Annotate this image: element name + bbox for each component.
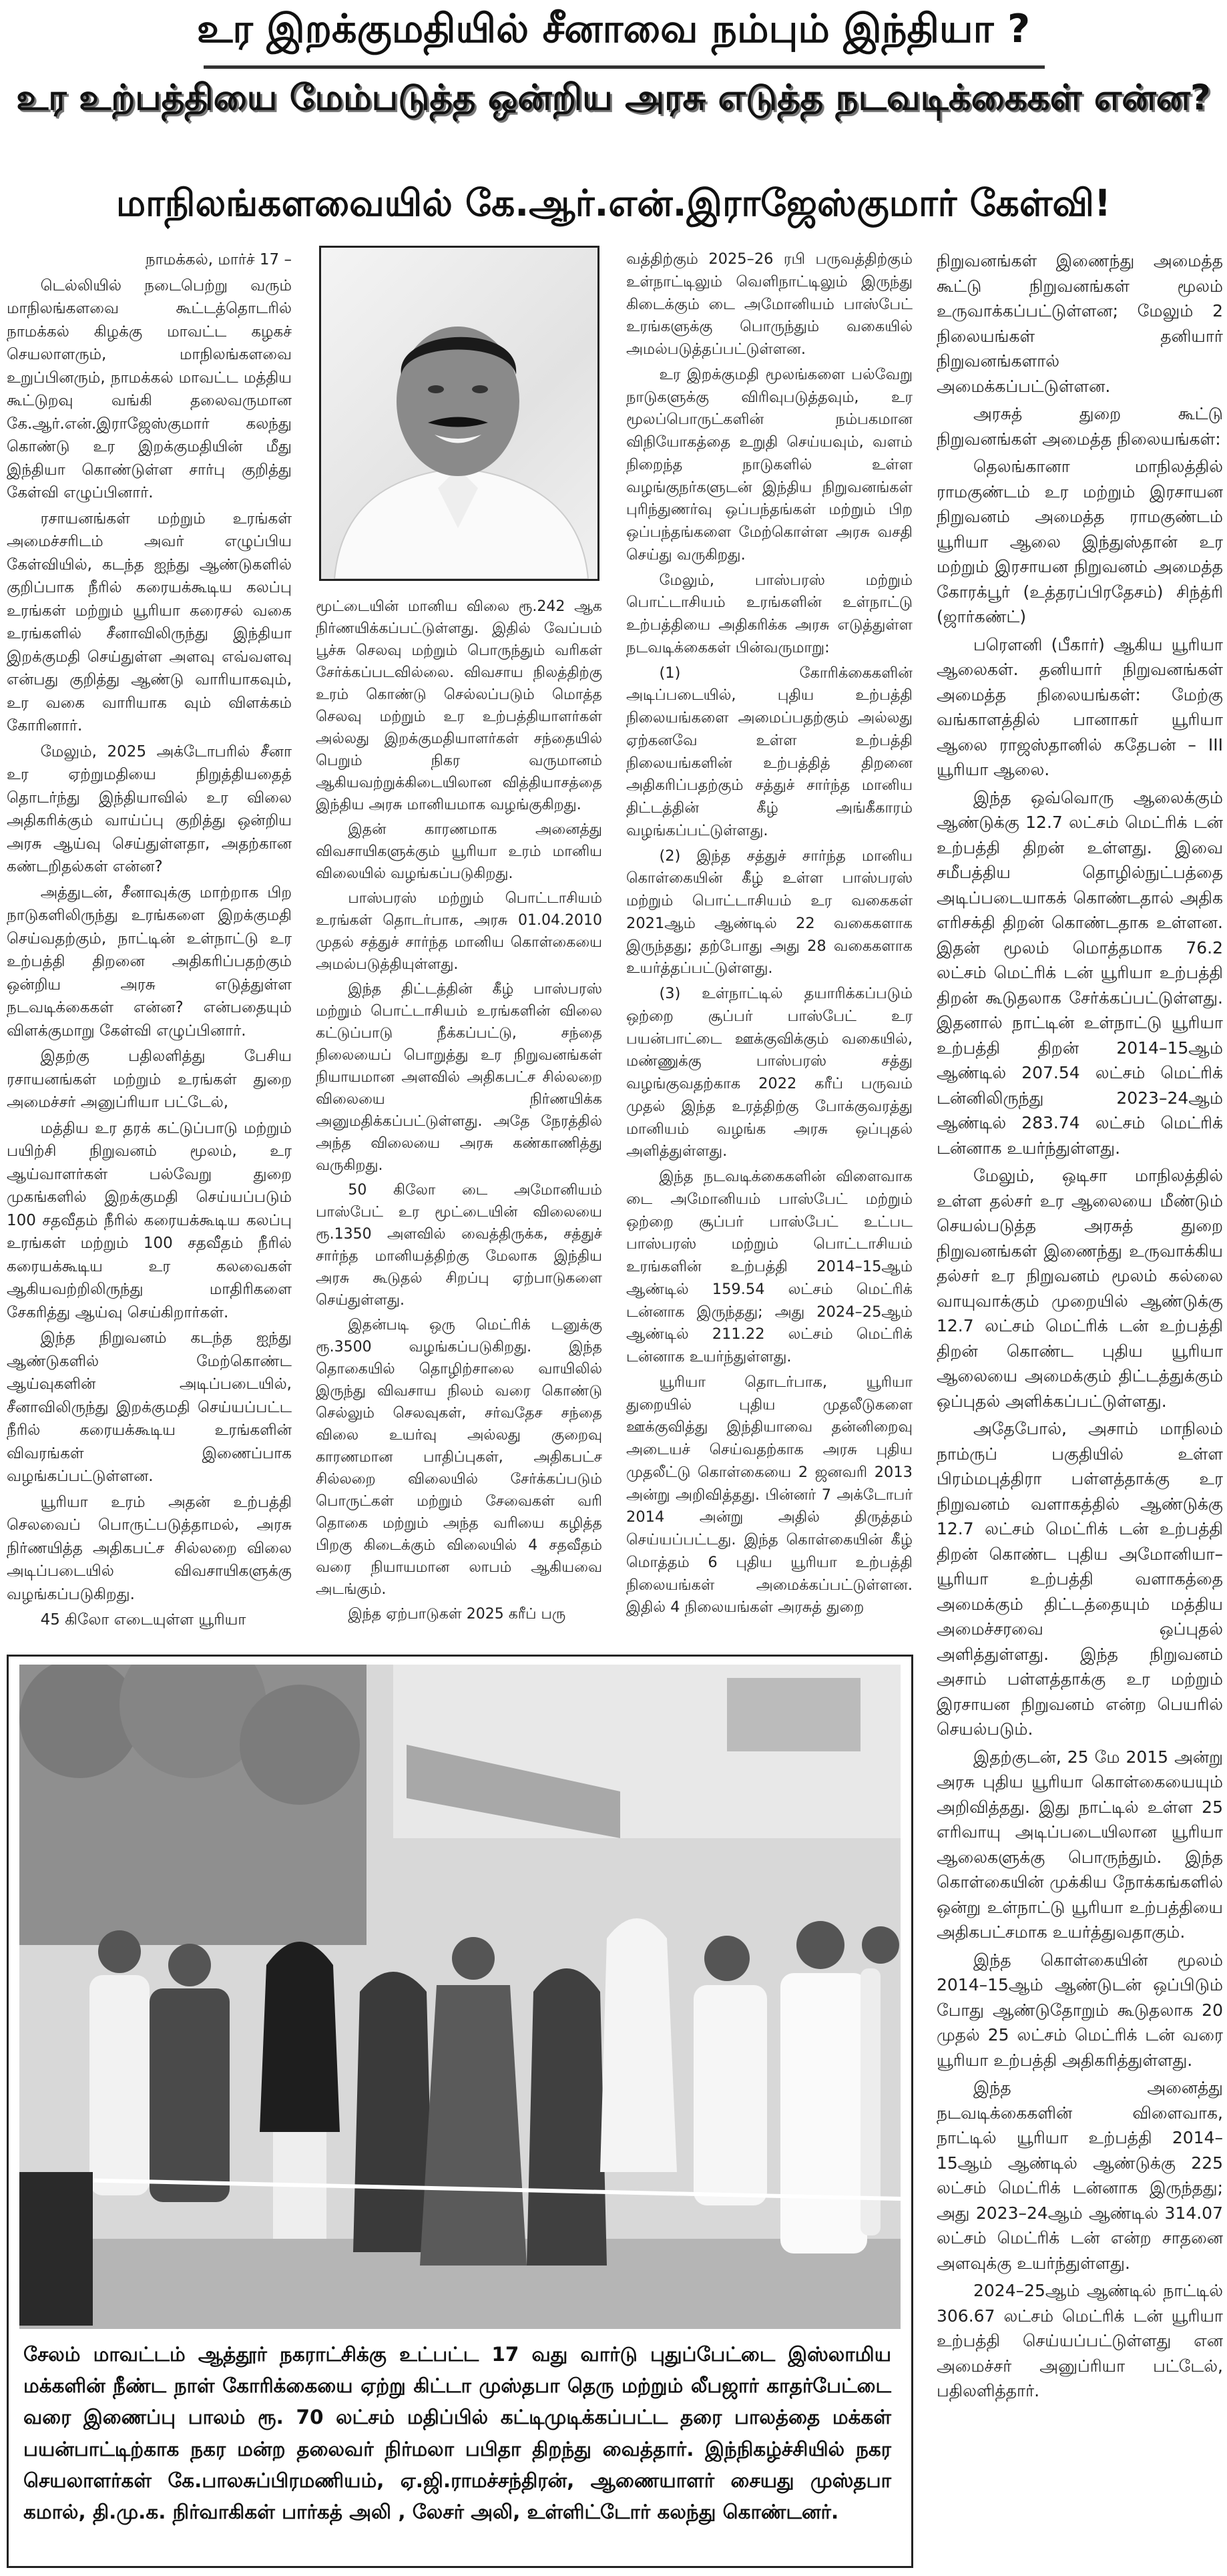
subheadline (0, 182, 1227, 230)
article-paragraph: நிறுவனங்கள் இணைந்து அமைத்த கூட்டு நிறுவனங்கள் மூலம் உருவாக்கப்பட்டுள்ளன; மேலும் 2 நிலையங்கள் தனியார் நிறுவனங்களால் அமைக்கப்பட்டுள்ளன. (937, 251, 1223, 396)
article-paragraph: யூரியா தொடர்பாக, யூரியா துறையில் புதிய முதலீடுகளை ஊக்குவித்து இந்தியாவை தன்னிறைவு அடையச் செய்வதற்காக அரசு புதிய முதலீட்டு கொள்கையை 2 ஜனவரி 2013 அன்று அறிவித்தது. பின்னர் 7 அக்டோபர் 2014 அன்று அதில் திருத்தம் செய்யப்பட்டது. இந்த கொள்கையின் கீழ் மொத்தம் 6 புதிய யூரியா உற்பத்தி நிலையங்கள் அமைக்கப்பட்டுள்ளன. இதில் 4 நிலையங்கள் அரசுத் துறை (626, 1373, 913, 1617)
article-paragraph: மேலும், பாஸ்பரஸ் மற்றும் பொட்டாசியம் உரங்களின் உள்நாட்டு உற்பத்தியை அதிகரிக்க அரசு எடுத்துள்ள நடவடிக்கைகள் பின்வருமாறு: (626, 571, 913, 656)
article-paragraph: (3) உள்நாட்டில் தயாரிக்கப்படும் ஒற்றை சூப்பர் பாஸ்பேட் உர பயன்பாட்டை ஊக்குவிக்கும் வகையில், மண்ணுக்கு பாஸ்பரஸ் சத்து வழங்குவதற்காக 2022 கரீப் பருவம் முதல் இந்த உரத்திற்கு போக்குவரத்து மானியம் வழங்க அரசு ஒப்புதல் அளித்துள்ளது. (626, 985, 913, 1160)
article-paragraph: டெல்லியில் நடைபெற்று வரும் மாநிலங்களவை கூட்டத்தொடரில் நாமக்கல் கிழக்கு மாவட்ட கழகச் செயலாளரும், மாநிலங்களவை உறுப்பினரும், நாமக்கல் மாவட்ட மத்திய கூட்டுறவு வங்கி தலைவருமான கே.ஆர்.என்.இராஜேஸ்குமார் கலந்து கொண்டு உர இறக்குமதியின் மீது இந்தியா கொண்டுள்ள சார்பு குறித்து கேள்வி எழுப்பினார். (7, 276, 292, 501)
article-column-3 (626, 248, 913, 1622)
photo-box (7, 1655, 913, 2568)
article-paragraph: அரசுத் துறை கூட்டு நிறுவனங்கள் அமைத்த நிலையங்கள்: (937, 404, 1223, 449)
article-paragraph: மேலும், 2025 அக்டோபரில் சீனா உர ஏற்றுமதியை நிறுத்தியதைத் தொடர்ந்து இந்தியாவில் உர விலை அதிகரிக்கும் வாய்ப்பு குறித்து ஒன்றிய அரசு ஆய்வு செய்துள்ளதா, அதற்கான கண்டறிதல்கள் என்ன? (7, 742, 292, 875)
group-people-icon (19, 1665, 901, 2329)
article-paragraph: 50 கிலோ டை அமோனியம் பாஸ்பேட் உர மூட்டையின் விலையை ரூ.1350 அளவில் வைத்திருக்க, சத்துச் சார்ந்த மானியத்திற்கு மேலாக இந்திய அரசு கூடுதல் சிறப்பு ஏற்பாடுகளை செய்துள்ளது. (316, 1182, 602, 1309)
article-paragraph: 2024–25ஆம் ஆண்டில் நாட்டில் 306.67 லட்சம் மெட்ரிக் டன் யூரியா உற்பத்தி செய்யப்பட்டுள்ளது என அமைச்சர் அனுப்ரியா பட்டேல், பதிலளித்தார். (937, 2281, 1223, 2400)
article-paragraph: மேலும், ஒடிசா மாநிலத்தில் உள்ள தல்சர் உர ஆலையை மீண்டும் செயல்படுத்த அரசுத் துறை நிறுவனங்கள் இணைந்து உருவாக்கிய தல்சர் உர நிறுவனம் மூலம் கல்லை வாயுவாக்கும் முறையில் ஆண்டுக்கு 12.7 லட்சம் மெட்ரிக் டன் உற்பத்தி திறன் கொண்ட புதிய யூரியா ஆலையை அமைக்கும் திட்டத்துக்கும் ஒப்புதல் அளிக்கப்பட்டுள்ளது. (937, 1166, 1223, 1411)
article-column-2 (316, 596, 602, 1628)
article-paragraph: இதன் காரணமாக அனைத்து விவசாயிகளுக்கும் யூரியா உரம் மானிய விலையில் வழங்கப்படுகிறது. (316, 821, 602, 882)
article-paragraph: (1) கோரிக்கைகளின் அடிப்படையில், புதிய உற்பத்தி நிலையங்களை அமைப்பதற்கும் அல்லது ஏற்கனவே உள்ள உற்பத்தி நிலையங்களின் உற்பத்தித் திறனை அதிகரிப்பதற்கும் சத்துச் சார்ந்த மானிய திட்டத்தின் கீழ் அங்கீகாரம் வழங்கப்பட்டுள்ளது. (626, 664, 913, 839)
article-column-1 (7, 248, 292, 1635)
article-paragraph: ரசாயனங்கள் மற்றும் உரங்கள் அமைச்சரிடம் அவர் எழுப்பிய கேள்வியில், கடந்த ஐந்து ஆண்டுகளில் குறிப்பாக நீரில் கரையக்கூடிய கலப்பு உரங்கள் மற்றும் யூரியா கரைசல் வகை உரங்களில் சீனாவிலிருந்து இந்தியா இறக்குமதி செய்துள்ள அளவு எவ்வளவு என்பது குறித்து ஆண்டு வாரியாகவும், உர வகை வாரியாக வும் விளக்கம் கோரினார். (7, 509, 292, 734)
main-headline (0, 77, 1227, 123)
article-paragraph: இந்த நடவடிக்கைகளின் விளைவாக டை அமோனியம் பாஸ்பேட் மற்றும் ஒற்றை சூப்பர் பாஸ்பேட் உட்பட பாஸ்பரஸ் மற்றும் பொட்டாசியம் உரங்களின் உற்பத்தி 2014–15ஆம் ஆண்டில் 159.54 லட்சம் மெட்ரிக் டன்னாக இருந்தது; அது 2024–25ஆம் ஆண்டில் 211.22 லட்சம் மெட்ரிக் டன்னாக உயர்ந்துள்ளது. (626, 1168, 913, 1365)
article-paragraph: அத்துடன், சீனாவுக்கு மாற்றாக பிற நாடுகளிலிருந்து உரங்களை இறக்குமதி செய்வதற்கும், நாட்டின் உள்நாட்டு உர உற்பத்தி திறனை அதிகரிப்பதற்கும் ஒன்றிய அரசு எடுத்துள்ள நடவடிக்கைகள் என்ன? என்பதையும் விளக்குமாறு கேள்வி எழுப்பினார். (7, 883, 292, 1040)
person-portrait-icon (321, 248, 597, 579)
kicker-underline (204, 65, 1045, 69)
article-paragraph: 45 கிலோ எடையுள்ள யூரியா (40, 1611, 246, 1629)
subhead-text: மாநிலங்களவையில் கே.ஆர்.என்.இராஜேஸ்குமார் கேள்வி! (115, 182, 1112, 224)
article-paragraph: உர இறக்குமதி மூலங்களை பல்வேறு நாடுகளுக்கு விரிவுபடுத்தவும், உர மூலப்பொருட்களின் நம்பகமான விநியோகத்தை உறுதி செய்யவும், வளம் நிறைந்த நாடுகளில் உள்ள வழங்குநர்களுடன் இந்திய நிறுவனங்கள் புரிந்துணர்வு ஒப்பந்தங்கள் மற்றும் பிற ஒப்பந்தங்களை மேற்கொள்ள அரசு வசதி செய்து வருகிறது. (626, 365, 913, 564)
portrait-photo (319, 246, 599, 581)
article-paragraph: இதற்கு பதிலளித்து பேசிய ரசாயனங்கள் மற்றும் உரங்கள் துறை அமைச்சர் அனுப்ரியா பட்டேல், (7, 1048, 292, 1111)
kicker-headline (0, 5, 1227, 57)
article-paragraph: இதற்குடன், 25 மே 2015 அன்று அரசு புதிய யூரியா கொள்கையையும் அறிவித்தது. இது நாட்டில் உள்ள 25 எரிவாயு அடிப்படையிலான யூரியா ஆலைகளுக்கு பொருந்தும். இந்த கொள்கையின் முக்கிய நோக்கங்களில் ஒன்று உள்நாட்டு யூரியா உற்பத்தியை அதிகபட்சமாக உயர்த்துவதாகும். (937, 1747, 1223, 1942)
article-column-4 (937, 248, 1223, 2406)
article-paragraph: பரௌனி (பீகார்) ஆகிய யூரியா ஆலைகள். தனியார் நிறுவனங்கள் அமைத்த நிலையங்கள்: மேற்கு வங்காளத்தில் பானாகர் யூரியா ஆலை ராஜஸ்தானில் கதேபன் – III யூரியா ஆலை. (937, 634, 1223, 779)
photo-caption: சேலம் மாவட்டம் ஆத்தூர் நகராட்சிக்கு உட்பட்ட 17 வது வார்டு புதுப்பேட்டை இஸ்லாமிய மக்களின் நீண்ட நாள் கோரிக்கையை ஏற்று கிட்டா முஸ்தபா தெரு மற்றும் லீபஜார் காதர்பேட்டை வரை இணைப்பு பாலம் ரூ. 70 லட்சம் மதிப்பில் கட்டிமுடிக்கப்பட்ட தரை பாலத்தை மக்கள் பயன்பாட்டிற்காக நகர மன்ற தலைவர் நிர்மலா பபிதா திறந்து வைத்தார். இந்நிகழ்ச்சியில் நகர செயலாளர்கள் கே.பாலசுப்பிரமணியம், ஏ.ஜி.ராமச்சந்திரன், ஆணையாளர் சையது முஸ்தபா கமால், தி.மு.க. நிர்வாகிகள் பார்கத் அலி , லேசர் அலி, உள்ளிட்டோர் கலந்து கொண்டனர். (23, 2343, 891, 2523)
article-paragraph: இதன்படி ஒரு மெட்ரிக் டனுக்கு ரூ.3500 வழங்கப்படுகிறது. இந்த தொகையில் தொழிற்சாலை வாயிலில் இருந்து விவசாய நிலம் வரை கொண்டு செல்லும் செலவுகள், சர்வதேச சந்தை விலை உயர்வு அல்லது குறைவு காரணமான பாதிப்புகள், அதிகபட்ச சில்லறை விலையில் சேர்க்கப்படும் பொருட்கள் மற்றும் சேவைகள் வரி தொகை மற்றும் அந்த வரியை கழித்த பிறகு கிடைக்கும் விலையில் 4 சதவீதம் வரை நியாயமான லாபம் ஆகியவை அடங்கும். (316, 1317, 602, 1598)
article-paragraph: (2) இந்த சத்துச் சார்ந்த மானிய கொள்கையின் கீழ் உள்ள பாஸ்பரஸ் மற்றும் பொட்டாசியம் உர வகைகள் 2021ஆம் ஆண்டில் 22 வகைகளாக இருந்தது; தற்போது அது 28 வகைகளாக உயர்த்தப்பட்டுள்ளது. (626, 847, 913, 978)
headline-text: உர உற்பத்தியை மேம்படுத்த ஒன்றிய அரசு எடுத்த நடவடிக்கைகள் என்ன? (16, 77, 1211, 118)
article-paragraph: இந்த அனைத்து நடவடிக்கைகளின் விளைவாக, நாட்டில் யூரியா உற்பத்தி 2014–15ஆம் ஆண்டில் ஆண்டுக்கு 225 லட்சம் மெட்ரிக் டன்னாக இருந்தது; அது 2023–24ஆம் ஆண்டில் 314.07 லட்சம் மெட்ரிக் டன் என்ற சாதனை அளவுக்கு உயர்ந்துள்ளது. (937, 2078, 1223, 2273)
dateline: நாமக்கல், மார்ச் 17 – (145, 251, 292, 268)
article-paragraph: யூரியா உரம் அதன் உற்பத்தி செலவைப் பொருட்படுத்தாமல், அரசு நிர்ணயித்த அதிகபட்ச சில்லறை விலை அடிப்படையில் விவசாயிகளுக்கு வழங்கப்படுகிறது. (7, 1493, 292, 1603)
article-paragraph: மத்திய உர தரக் கட்டுப்பாடு மற்றும் பயிற்சி நிறுவனம் மூலம், உர ஆய்வாளர்கள் பல்வேறு துறை முகங்களில் இறக்குமதி செய்யப்படும் 100 சதவீதம் நீரில் கரையக்கூடிய கலப்பு உரங்கள் மற்றும் 100 சதவீதம் நீரில் கரையக்கூடிய உர கலவைகள் ஆகியவற்றிலிருந்து மாதிரிகளை சேகரித்து ஆய்வு செய்கிறார்கள். (7, 1119, 292, 1321)
article-paragraph: பாஸ்பரஸ் மற்றும் பொட்டாசியம் உரங்கள் தொடர்பாக, அரசு 01.04.2010 முதல் சத்துச் சார்ந்த மானிய கொள்கையை அமல்படுத்தியுள்ளது. (316, 890, 602, 973)
kicker-text: உர இறக்குமதியில் சீனாவை நம்பும் இந்தியா ? (196, 5, 1031, 51)
article-paragraph: மூட்டையின் மானிய விலை ரூ.242 ஆக நிர்ணயிக்கப்பட்டுள்ளது. இதில் வேப்பம் பூச்சு செலவு மற்றும் பொருந்தும் வரிகள் சேர்க்கப்படவில்லை. விவசாய நிலத்திற்கு உரம் கொண்டு செல்லப்படும் மொத்த செலவு மற்றும் உர உற்பத்தியாளர்கள் அல்லது இறக்குமதியாளர்கள் சந்தையில் பெறும் நிகர வருமானம் ஆகியவற்றுக்கிடையிலான வித்தியாசத்தை இந்திய அரசு மானியமாக வழங்குகிறது. (316, 598, 602, 813)
article-paragraph: இந்த நிறுவனம் கடந்த ஐந்து ஆண்டுகளில் மேற்கொண்ட ஆய்வுகளின் அடிப்படையில், சீனாவிலிருந்து இறக்குமதி செய்யப்பட்ட நீரில் கரையக்கூடிய உரங்களின் விவரங்கள் இணைப்பாக வழங்கப்பட்டுள்ளன. (7, 1329, 292, 1485)
article-paragraph: இந்த கொள்கையின் மூலம் 2014–15ஆம் ஆண்டுடன் ஒப்பிடும் போது ஆண்டுதோறும் கூடுதலாக 20 முதல் 25 லட்சம் மெட்ரிக் டன் வரை யூரியா உற்பத்தி அதிகரித்துள்ளது. (937, 1950, 1223, 2070)
article-paragraph: இந்த ஏற்பாடுகள் 2025 கரீப் பரு (348, 1606, 566, 1623)
ribbon-cutting-photo (19, 1665, 901, 2329)
article-paragraph: இந்த திட்டத்தின் கீழ் பாஸ்பரஸ் மற்றும் பொட்டாசியம் உரங்களின் விலை கட்டுப்பாடு நீக்கப்பட்டு, சந்தை நிலையைப் பொறுத்து உர நிறுவனங்கள் நியாயமான அளவில் அதிகபட்ச சில்லறை விலையை நிர்ணயிக்க அனுமதிக்கப்பட்டுள்ளது. அதே நேரத்தில் அந்த விலையை அரசு கண்காணித்து வருகிறது. (316, 981, 602, 1174)
article-paragraph: தெலங்கானா மாநிலத்தில் ராமகுண்டம் உர மற்றும் இரசாயன நிறுவனம் அமைத்த ராமகுண்டம் யூரியா ஆலை இந்துஸ்தான் உர மற்றும் இரசாயன நிறுவனம் அமைத்த கோரக்பூர் (உத்தரப்பிரதேசம்) சிந்த்ரி (ஜார்கண்ட்) (937, 457, 1223, 626)
article-paragraph: வத்திற்கும் 2025–26 ரபி பருவத்திற்கும் உள்நாட்டிலும் வெளிநாட்டிலும் இருந்து கிடைக்கும் டை அமோனியம் பாஸ்பேட் உரங்களுக்கு பொருந்தும் வகையில் அமல்படுத்தப்பட்டுள்ளன. (626, 250, 913, 358)
article-paragraph: அதேபோல், அசாம் மாநிலம் நாம்ருப் பகுதியில் உள்ள பிரம்மபுத்திரா பள்ளத்தாக்கு உர நிறுவனம் வளாகத்தில் ஆண்டுக்கு 12.7 லட்சம் மெட்ரிக் டன் உற்பத்தி திறன் கொண்ட புதிய அமோனியா–யூரியா உற்பத்தி வளாகத்தை அமைக்கும் திட்டத்தையும் மத்திய அமைச்சரவை ஒப்புதல் அளித்துள்ளது. இந்த நிறுவனம் அசாம் பள்ளத்தாக்கு உர மற்றும் இரசாயன நிறுவனம் என்ற பெயரில் செயல்படும். (937, 1419, 1223, 1739)
article-paragraph: இந்த ஒவ்வொரு ஆலைக்கும் ஆண்டுக்கு 12.7 லட்சம் மெட்ரிக் டன் உற்பத்தி திறன் உள்ளது. இவை சமீபத்திய தொழில்நுட்பத்தை அடிப்படையாகக் கொண்டதால் அதிக எரிசக்தி திறன் கொண்டதாக உள்ளன. இதன் மூலம் மொத்தமாக 76.2 லட்சம் மெட்ரிக் டன் யூரியா உற்பத்தி திறன் கூடுதலாக சேர்க்கப்பட்டுள்ளது. இதனால் நாட்டின் உள்நாட்டு யூரியா உற்பத்தி திறன் 2014–15ஆம் ஆண்டில் 207.54 லட்சம் மெட்ரிக் டன்னிலிருந்து 2023–24ஆம் ஆண்டில் 283.74 லட்சம் மெட்ரிக் டன்னாக உயர்ந்துள்ளது. (937, 787, 1223, 1158)
